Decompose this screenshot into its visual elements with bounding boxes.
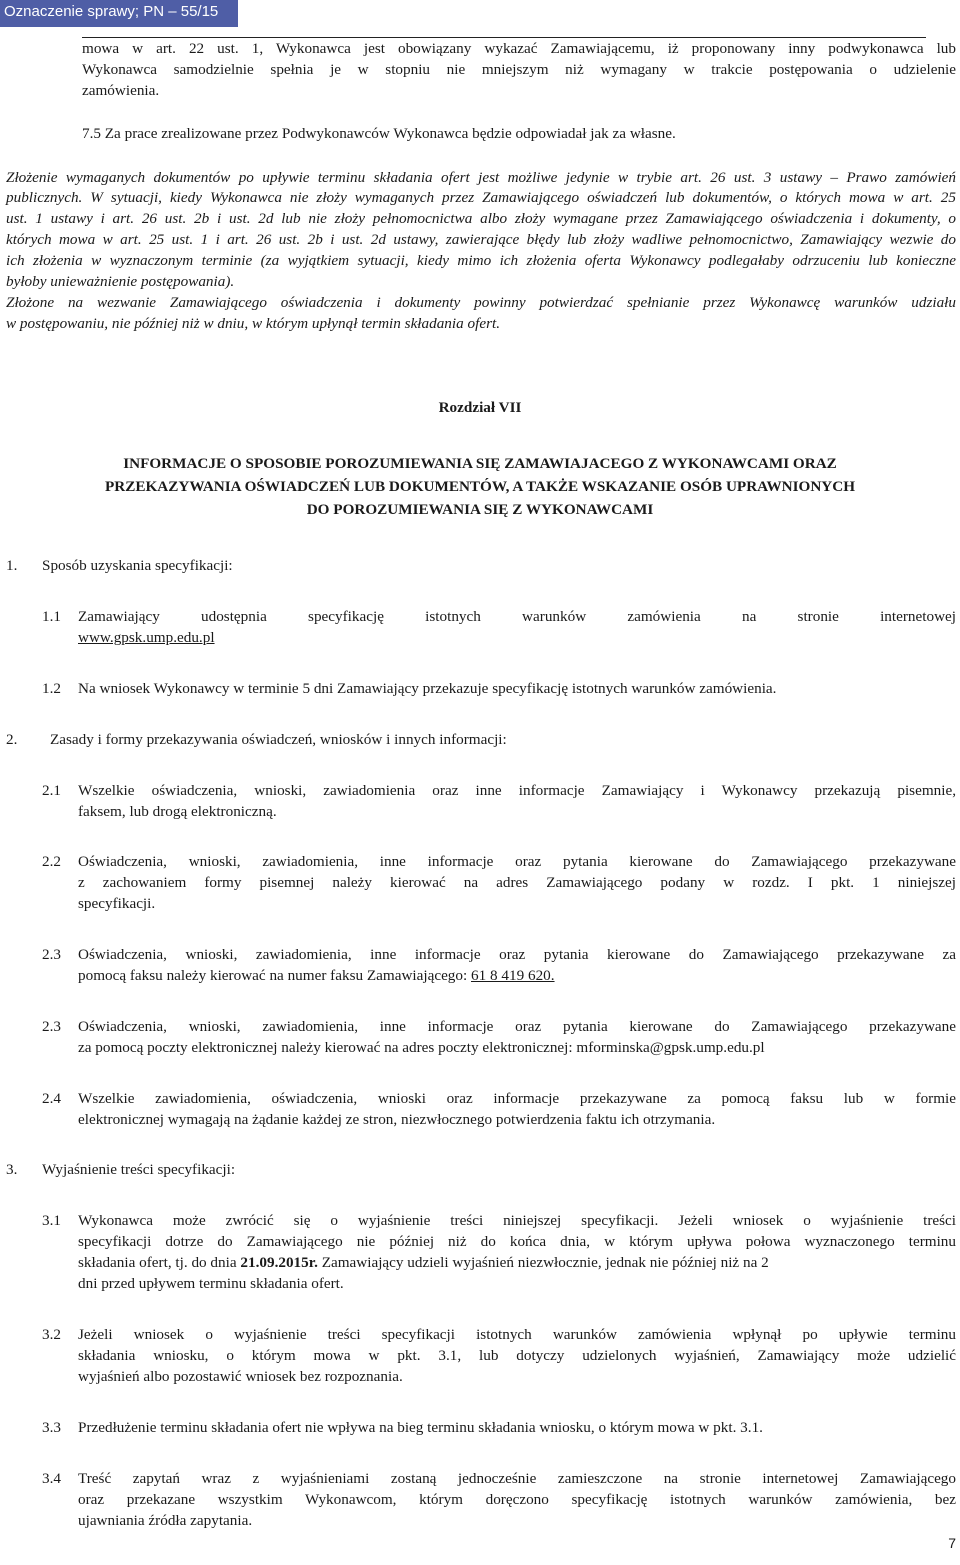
website-link[interactable]: www.gpsk.ump.edu.pl [78,629,215,646]
item-text: Oświadczenia, wnioski, zawiadomienia, inne informacje oraz pytania kierowane do Zamawiającego przekazywane [78,1018,956,1035]
item-text-part: składania ofert, tj. do dnia [78,1254,241,1271]
item-number: 2.4 [42,1090,61,1107]
italic-line: których mowa w art. 25 ust. 1 i art. 26 ust. 2b i ust. 2d ustawy, zawierające błędy lub złoży wadliwe pełnomocnictwo, Zamawiający wezwie do [6,231,956,248]
header-bar [0,0,238,27]
item-text [78,966,555,987]
italic-line: byłoby unieważnienie postępowania). [6,273,235,290]
item-text: Oświadczenia, wnioski, zawiadomienia, inne informacje oraz pytania kierowane do Zamawiającego przekazywane za [78,946,956,963]
item-number: 1.1 [42,608,61,625]
fax-number: 61 8 419 620. [471,967,555,984]
section-title: Zasady i formy przekazywania oświadczeń, wniosków i innych informacji: [50,731,507,748]
item-number: 2.3 [42,946,61,963]
paragraph-line: zamówienia. [82,82,160,99]
chapter-heading: Rozdział VII [438,399,522,416]
deadline-date: 21.09.2015r. [240,1254,318,1271]
italic-line: Złożone na wezwanie Zamawiającego oświadczenia i dokumenty powinny potwierdzać spełnianie przez Wykonawcę warunków udziału [6,294,956,311]
section-number: 2. [6,731,18,748]
item-number: 3.3 [42,1419,61,1436]
section-title: Wyjaśnienie treści specyfikacji: [42,1161,236,1178]
paragraph-7-5: 7.5 Za prace zrealizowane przez Podwykonawców Wykonawca będzie odpowiadał jak za własne. [82,125,676,142]
item-text: Na wniosek Wykonawcy w terminie 5 dni Zamawiający przekazuje specyfikację istotnych warunków zamówienia. [78,680,777,697]
item-number: 1.2 [42,680,61,697]
item-text-part: pomocą faksu należy kierować na numer faksu Zamawiającego: [78,967,472,984]
page-number: 7 [948,1535,956,1551]
item-text [78,1253,769,1274]
item-text: Zamawiający udostępnia specyfikację istotnych warunków zamówienia na stronie internetowej [78,608,956,625]
item-text: dni przed upływem terminu składania ofert. [78,1275,344,1292]
item-text: wyjaśnień albo pozostawić wniosek bez rozpoznania. [78,1368,403,1385]
item-number: 2.1 [42,782,61,799]
paragraph-line: Wykonawca samodzielnie spełnia je w stopniu nie mniejszym niż wymagany w trakcie postępowania o udzielenie [82,61,956,78]
italic-line: ich złożenia w wyznaczonym terminie (za wyjątkiem sytuacji, kiedy mimo ich złożenia oferta Wykonawcy podlegałaby odrzuceniu lub konieczne [6,252,956,269]
item-number: 2.2 [42,853,61,870]
email-line: za pomocą poczty elektronicznej należy kierować na adres poczty elektronicznej: mforminska@gpsk.ump.edu.pl [78,1039,765,1056]
italic-line: Złożenie wymaganych dokumentów po upływie terminu składania ofert jest możliwe jedynie w trybie art. 26 ust. 3 ustawy – Prawo zamówień [6,169,956,186]
item-number: 3.4 [42,1470,61,1487]
item-number: 2.3 [42,1018,61,1035]
chapter-title-line: INFORMACJE O SPOSOBIE POROZUMIEWANIA SIĘ ZAMAWIAJACEGO Z WYKONAWCAMI ORAZ [123,455,837,472]
item-text-part: Zamawiający udzieli wyjaśnień niezwłocznie, jednak nie później niż na 2 [317,1254,769,1271]
item-text: specyfikacji dotrze do Zamawiającego nie później niż do końca dnia, w którym upływa połowa wyznaczonego terminu [78,1233,956,1250]
item-text: Treść zapytań wraz z wyjaśnieniami zostaną jednocześnie zamieszczone na stronie internetowej Zamawiającego [78,1470,956,1487]
chapter-title-line: DO POROZUMIEWANIA SIĘ Z WYKONAWCAMI [306,501,654,518]
section-title: Sposób uzyskania specyfikacji: [42,557,233,574]
paragraph-line: mowa w art. 22 ust. 1, Wykonawca jest obowiązany wykazać Zamawiającemu, iż proponowany inny podwykonawca lub [82,40,956,57]
header-rule [82,37,926,38]
document-reference: Oznaczenie sprawy; PN – 55/15 [4,3,219,20]
item-text: Wszelkie oświadczenia, wnioski, zawiadomienia oraz inne informacje Zamawiający i Wykonawcy przekazują pisemnie, [78,782,956,799]
item-text: składania wniosku, o którym mowa w pkt. 3.1, lub dotyczy udzielonych wyjaśnień, Zamawiający może udzielić [78,1347,956,1364]
item-text: elektronicznej wymagają na żądanie każdej ze stron, niezwłocznego potwierdzenia faktu ich otrzymania. [78,1111,716,1128]
section-number: 1. [6,557,18,574]
item-text: Przedłużenie terminu składania ofert nie wpływa na bieg terminu składania wniosku, o którym mowa w pkt. 3.1. [78,1419,763,1436]
chapter-title-line: PRZEKAZYWANIA OŚWIADCZEŃ LUB DOKUMENTÓW, A TAKŻE WSKAZANIE OSÓB UPRAWNIONYCH [104,478,856,495]
item-text: Wykonawca może zwrócić się o wyjaśnienie treści niniejszej specyfikacji. Jeżeli wniosek o wyjaśnienie treści [78,1212,956,1229]
item-text: faksem, lub drogą elektroniczną. [78,803,277,820]
item-text: Wszelkie zawiadomienia, oświadczenia, wnioski oraz informacje przekazywane za pomocą faksu lub w formie [78,1090,956,1107]
italic-line: publicznych. W sytuacji, kiedy Wykonawca nie złoży wymaganych przez Zamawiającego oświadczeń lub dokumentów, o których mowa w art. 25 [6,189,956,206]
item-text: specyfikacji. [78,895,156,912]
item-text: Oświadczenia, wnioski, zawiadomienia, inne informacje oraz pytania kierowane do Zamawiającego przekazywane [78,853,956,870]
italic-line: w postępowaniu, nie później niż w dniu, w którym upłynął termin składania ofert. [6,315,500,332]
item-number: 3.2 [42,1326,61,1343]
item-text: ujawniania źródła zapytania. [78,1512,253,1529]
item-text: z zachowaniem formy pisemnej należy kierować na adres Zamawiającego podany w rozdz. I pkt. 1 niniejszej [78,874,956,891]
item-text: oraz przekazane wszystkim Wykonawcom, którym doręczono specyfikację istotnych warunków zamówienia, bez [78,1491,956,1508]
italic-line: ust. 1 ustawy i art. 26 ust. 2b i ust. 2d lub nie złoży pełnomocnictwa albo złoży wymagane przez Zamawiającego oświadczenia i dokumenty, o [6,210,956,227]
item-text: Jeżeli wniosek o wyjaśnienie treści specyfikacji istotnych warunków zamówienia wpłynął po upływie terminu [78,1326,956,1343]
section-number: 3. [6,1161,18,1178]
item-number: 3.1 [42,1212,61,1229]
